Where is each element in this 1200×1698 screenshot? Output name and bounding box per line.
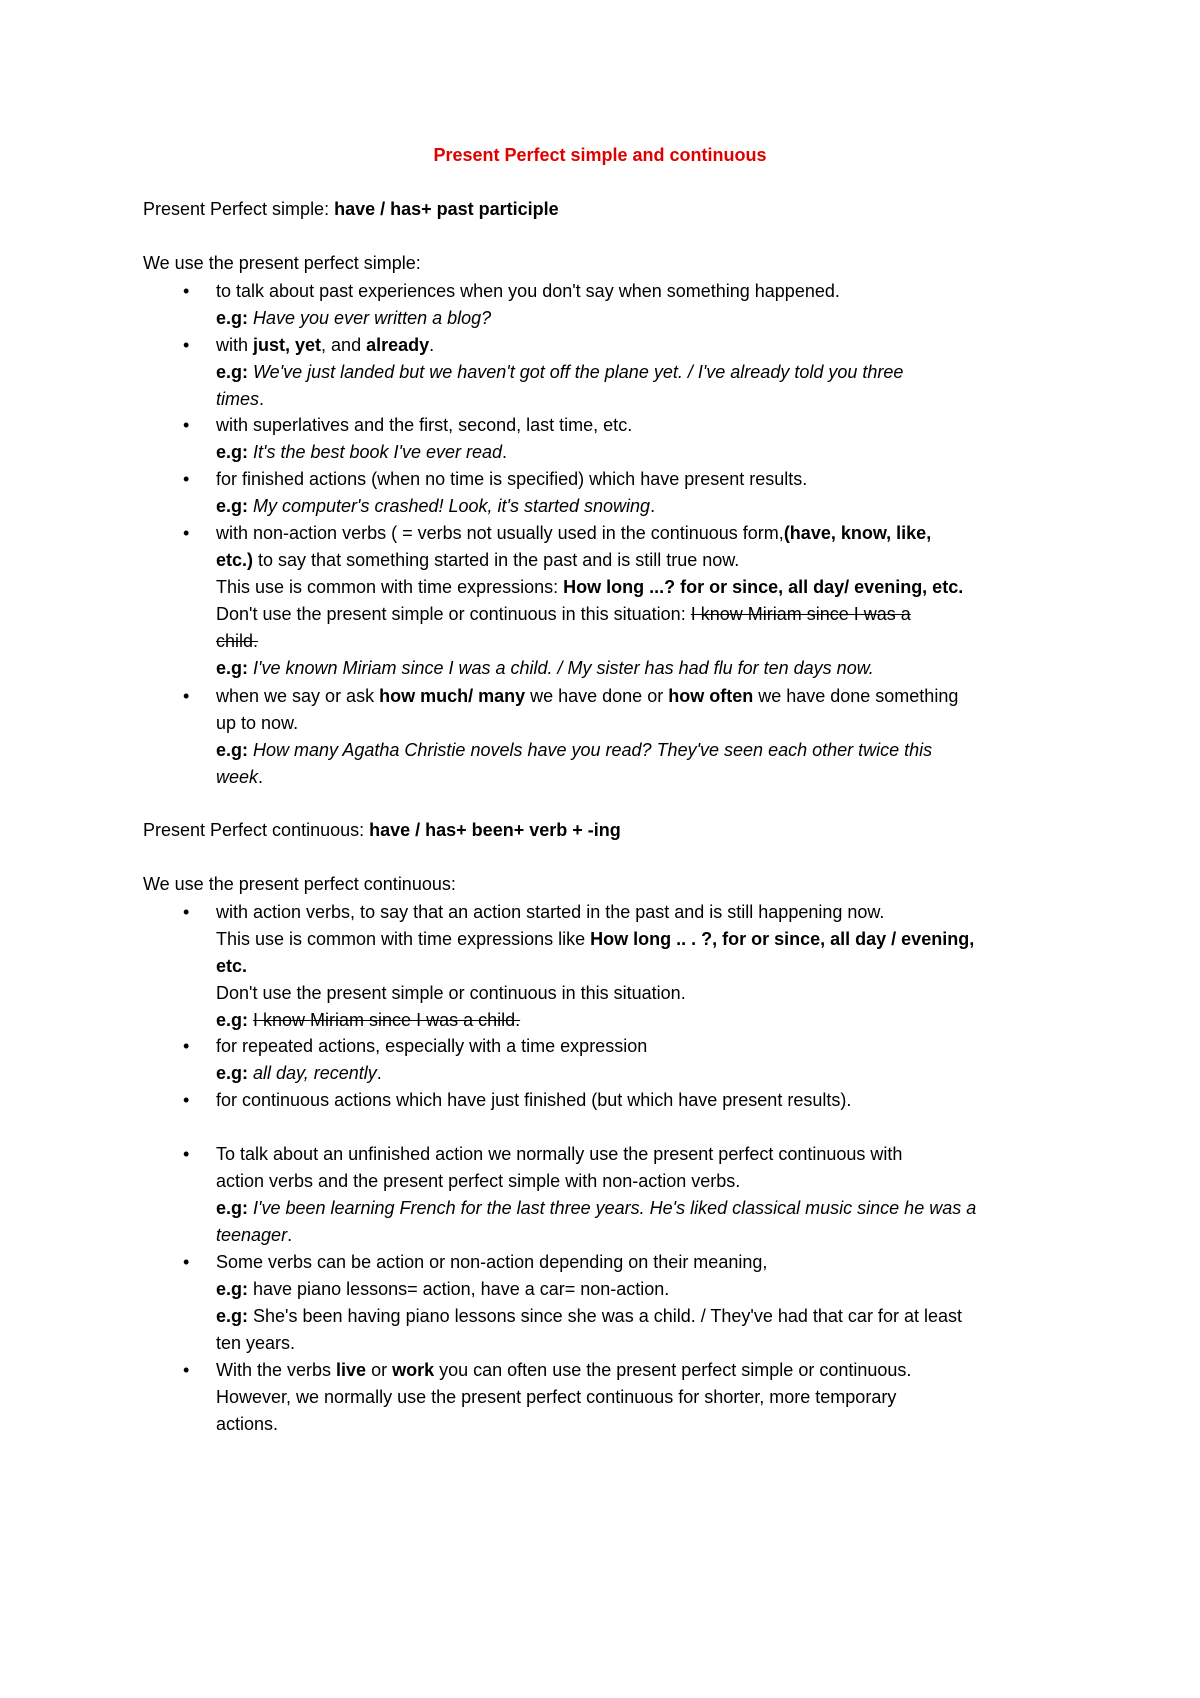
- text-run: It's the best book I've ever read: [248, 442, 503, 462]
- text-run: Don't use the present simple or continuous in this situation.: [216, 983, 686, 1003]
- text-run: times: [216, 389, 260, 409]
- bullet-icon: •: [183, 1090, 190, 1110]
- bullet-icon: •: [183, 1036, 190, 1056]
- text-run: (have, know, like,: [783, 523, 932, 543]
- continuous-formula-value: have / has+ been+ verb + -ing: [369, 820, 621, 840]
- text-run: e.g:: [216, 362, 249, 382]
- text-run: .: [650, 496, 656, 516]
- text-run: e.g:: [216, 1279, 249, 1299]
- text-run: with non-action verbs ( = verbs not usually used in the continuous form,: [216, 523, 784, 543]
- text-run: [216, 740, 932, 761]
- text-run: I've been learning French for the last three years. He's liked classical music since he was a: [248, 1198, 977, 1218]
- text-run: However, we normally use the present perfect continuous for shorter, more temporary: [216, 1387, 897, 1407]
- text-run: e.g:: [216, 1010, 249, 1030]
- text-run: How long ...? for or since, all day/ evening, etc.: [563, 577, 964, 597]
- text-run: [216, 442, 507, 463]
- page-title: Present Perfect simple and continuous: [433, 145, 767, 165]
- text-run: have piano lessons= action, have a car= non-action.: [248, 1279, 670, 1299]
- text-run: work: [392, 1360, 435, 1380]
- text-run: [216, 1198, 976, 1219]
- text-run: My computer's crashed! Look, it's started snowing: [248, 496, 651, 516]
- text-run: .: [258, 767, 264, 787]
- text-run: for continuous actions which have just finished (but which have present results).: [216, 1090, 852, 1110]
- bullet-icon: •: [183, 415, 190, 435]
- text-run: [216, 1010, 520, 1031]
- text-run: I know Miriam since I was a child.: [253, 1010, 521, 1030]
- text-run: This use is common with time expressions:: [216, 577, 564, 597]
- bullet-icon: •: [183, 1144, 190, 1164]
- text-run: , and: [321, 335, 367, 355]
- text-run: [216, 1279, 669, 1300]
- text-run: e.g:: [216, 442, 249, 462]
- text-run: to say that something started in the past and is still true now.: [253, 550, 740, 570]
- text-run: Don't use the present simple or continuous in this situation:: [216, 604, 691, 624]
- text-run: [216, 308, 491, 329]
- text-run: How long .. . ?, for or since, all day / evening,: [590, 929, 975, 949]
- text-run: .: [259, 389, 265, 409]
- bullet-icon: •: [183, 523, 190, 543]
- simple-intro: We use the present perfect simple:: [143, 253, 421, 273]
- text-run: [216, 956, 247, 977]
- simple-formula-value: have / has+ past participle: [334, 199, 559, 219]
- text-run: all day, recently: [248, 1063, 377, 1083]
- text-run: e.g:: [216, 740, 249, 760]
- text-run: child.: [216, 631, 259, 651]
- text-run: [216, 658, 874, 679]
- text-run: with superlatives and the first, second, last time, etc.: [216, 415, 633, 435]
- text-run: for finished actions (when no time is specified) which have present results.: [216, 469, 808, 489]
- bullet-icon: •: [183, 902, 190, 922]
- text-run: week: [216, 767, 259, 787]
- text-run: [216, 389, 264, 410]
- text-run: we have done or: [525, 686, 669, 706]
- bullet-icon: •: [183, 686, 190, 706]
- text-run: action verbs and the present perfect simple with non-action verbs.: [216, 1171, 741, 1191]
- text-run: e.g:: [216, 658, 249, 678]
- text-run: [216, 523, 931, 544]
- text-run: Some verbs can be action or non-action depending on their meaning,: [216, 1252, 768, 1272]
- continuous-intro: We use the present perfect continuous:: [143, 874, 456, 894]
- continuous-formula-label: Present Perfect continuous:: [143, 820, 370, 840]
- simple-formula: [143, 199, 559, 220]
- text-run: I know Miriam since I was a: [690, 604, 911, 624]
- text-run: [216, 604, 911, 625]
- text-run: [216, 362, 903, 383]
- text-run: .: [287, 1225, 293, 1245]
- text-run: with: [216, 335, 254, 355]
- text-run: to talk about past experiences when you don't say when something happened.: [216, 281, 840, 301]
- continuous-formula: [143, 820, 621, 841]
- text-run: Have you ever written a blog?: [248, 308, 492, 328]
- text-run: we have done something: [753, 686, 959, 706]
- text-run: how much/ many: [379, 686, 526, 706]
- text-run: ten years.: [216, 1333, 296, 1353]
- text-run: just, yet: [253, 335, 322, 355]
- text-run: actions.: [216, 1414, 279, 1434]
- text-run: To talk about an unfinished action we normally use the present perfect continuous with: [216, 1144, 903, 1164]
- text-run: [216, 550, 739, 571]
- text-run: [216, 577, 963, 598]
- text-run: e.g:: [216, 1306, 249, 1326]
- text-run: for repeated actions, especially with a time expression: [216, 1036, 648, 1056]
- text-run: you can often use the present perfect simple or continuous.: [434, 1360, 912, 1380]
- text-run: teenager: [216, 1225, 288, 1245]
- text-run: with action verbs, to say that an action started in the past and is still happening now.: [216, 902, 885, 922]
- text-run: up to now.: [216, 713, 299, 733]
- text-run: or: [366, 1360, 393, 1380]
- text-run: e.g:: [216, 1198, 249, 1218]
- text-run: This use is common with time expressions like: [216, 929, 591, 949]
- text-run: e.g:: [216, 1063, 249, 1083]
- text-run: live: [336, 1360, 367, 1380]
- simple-formula-label: Present Perfect simple:: [143, 199, 335, 219]
- text-run: when we say or ask: [216, 686, 380, 706]
- text-run: [216, 686, 958, 707]
- text-run: .: [502, 442, 508, 462]
- bullet-icon: •: [183, 469, 190, 489]
- bullet-icon: •: [183, 1252, 190, 1272]
- text-run: etc.): [216, 550, 254, 570]
- text-run: .: [376, 1063, 382, 1083]
- text-run: [216, 335, 434, 356]
- bullet-icon: •: [183, 335, 190, 355]
- text-run: [216, 496, 655, 517]
- bullet-icon: •: [183, 1360, 190, 1380]
- text-run: [216, 929, 974, 950]
- text-run: I've known Miriam since I was a child. / My sister has had flu for ten days now.: [248, 658, 874, 678]
- bullet-icon: •: [183, 281, 190, 301]
- text-run: how often: [668, 686, 754, 706]
- text-run: already: [366, 335, 430, 355]
- text-run: [216, 1306, 962, 1327]
- text-run: e.g:: [216, 308, 249, 328]
- text-run: [216, 631, 258, 652]
- text-run: She's been having piano lessons since she was a child. / They've had that car for at least: [248, 1306, 962, 1326]
- text-run: .: [429, 335, 435, 355]
- text-run: [216, 767, 263, 788]
- text-run: [216, 1225, 292, 1246]
- text-run: With the verbs: [216, 1360, 337, 1380]
- text-run: [216, 1063, 382, 1084]
- text-run: We've just landed but we haven't got off the plane yet. / I've already told you three: [248, 362, 904, 382]
- text-run: e.g:: [216, 496, 249, 516]
- text-run: How many Agatha Christie novels have you read? They've seen each other twice this: [248, 740, 933, 760]
- text-run: [216, 1360, 911, 1381]
- text-run: etc.: [216, 956, 248, 976]
